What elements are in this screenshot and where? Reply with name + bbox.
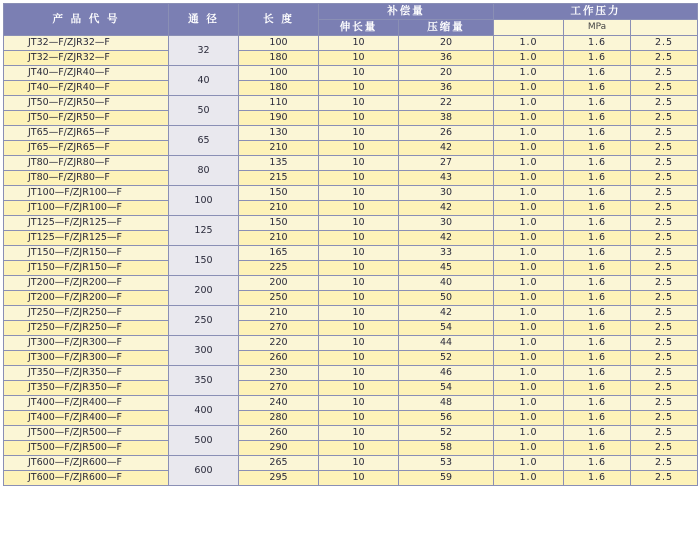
pressure-1-cell: 1.0 (494, 336, 564, 351)
pressure-1-cell: 1.0 (494, 291, 564, 306)
table-row (4, 96, 698, 111)
model-cell: JT100—F/ZJR100—F (4, 201, 169, 216)
diameter-cell: 350 (169, 366, 239, 396)
compression-cell: 58 (399, 441, 494, 456)
table-row (4, 186, 698, 201)
table-row (4, 306, 698, 321)
pressure-1-cell: 1.0 (494, 66, 564, 81)
extension-cell: 10 (319, 411, 399, 426)
pressure-1-cell: 1.0 (494, 126, 564, 141)
compression-cell: 38 (399, 111, 494, 126)
extension-cell: 10 (319, 291, 399, 306)
pressure-3-cell: 2.5 (631, 126, 698, 141)
pressure-2-cell: 1.6 (564, 126, 631, 141)
extension-cell: 10 (319, 81, 399, 96)
model-cell: JT500—F/ZJR500—F (4, 441, 169, 456)
length-cell: 100 (239, 36, 319, 51)
diameter-cell: 200 (169, 276, 239, 306)
compression-cell: 45 (399, 261, 494, 276)
length-cell: 110 (239, 96, 319, 111)
table-row (4, 351, 698, 366)
pressure-2-cell: 1.6 (564, 81, 631, 96)
extension-cell: 10 (319, 216, 399, 231)
diameter-cell: 150 (169, 246, 239, 276)
length-cell: 260 (239, 351, 319, 366)
compression-cell: 42 (399, 231, 494, 246)
pressure-1-cell: 1.0 (494, 216, 564, 231)
length-cell: 180 (239, 51, 319, 66)
pressure-1-cell: 1.0 (494, 276, 564, 291)
pressure-2-cell: 1.6 (564, 336, 631, 351)
compression-cell: 46 (399, 366, 494, 381)
model-cell: JT32—F/ZJR32—F (4, 36, 169, 51)
pressure-3-cell: 2.5 (631, 231, 698, 246)
pressure-2-cell: 1.6 (564, 381, 631, 396)
header-compression: 压缩量 (399, 20, 494, 36)
table-row (4, 471, 698, 486)
header-pressure-blank-right (631, 20, 698, 36)
table-row (4, 66, 698, 81)
model-cell: JT150—F/ZJR150—F (4, 261, 169, 276)
extension-cell: 10 (319, 96, 399, 111)
pressure-2-cell: 1.6 (564, 201, 631, 216)
pressure-1-cell: 1.0 (494, 36, 564, 51)
diameter-cell: 400 (169, 396, 239, 426)
table-row (4, 201, 698, 216)
length-cell: 290 (239, 441, 319, 456)
model-cell: JT65—F/ZJR65—F (4, 141, 169, 156)
length-cell: 280 (239, 411, 319, 426)
pressure-3-cell: 2.5 (631, 321, 698, 336)
model-cell: JT40—F/ZJR40—F (4, 66, 169, 81)
table-row (4, 426, 698, 441)
model-cell: JT40—F/ZJR40—F (4, 81, 169, 96)
compression-cell: 20 (399, 36, 494, 51)
table-row (4, 366, 698, 381)
pressure-3-cell: 2.5 (631, 456, 698, 471)
pressure-3-cell: 2.5 (631, 156, 698, 171)
length-cell: 250 (239, 291, 319, 306)
pressure-3-cell: 2.5 (631, 246, 698, 261)
length-cell: 270 (239, 381, 319, 396)
model-cell: JT300—F/ZJR300—F (4, 336, 169, 351)
compression-cell: 33 (399, 246, 494, 261)
compression-cell: 42 (399, 201, 494, 216)
compression-cell: 43 (399, 171, 494, 186)
pressure-3-cell: 2.5 (631, 66, 698, 81)
pressure-3-cell: 2.5 (631, 396, 698, 411)
model-cell: JT125—F/ZJR125—F (4, 231, 169, 246)
pressure-3-cell: 2.5 (631, 81, 698, 96)
length-cell: 180 (239, 81, 319, 96)
pressure-2-cell: 1.6 (564, 456, 631, 471)
length-cell: 225 (239, 261, 319, 276)
header-diameter: 通 径 (169, 4, 239, 36)
compression-cell: 54 (399, 381, 494, 396)
length-cell: 130 (239, 126, 319, 141)
pressure-1-cell: 1.0 (494, 231, 564, 246)
model-cell: JT250—F/ZJR250—F (4, 321, 169, 336)
length-cell: 135 (239, 156, 319, 171)
pressure-1-cell: 1.0 (494, 441, 564, 456)
extension-cell: 10 (319, 66, 399, 81)
pressure-3-cell: 2.5 (631, 351, 698, 366)
pressure-1-cell: 1.0 (494, 456, 564, 471)
model-cell: JT100—F/ZJR100—F (4, 186, 169, 201)
extension-cell: 10 (319, 126, 399, 141)
extension-cell: 10 (319, 231, 399, 246)
model-cell: JT80—F/ZJR80—F (4, 171, 169, 186)
table-row (4, 456, 698, 471)
table-row (4, 261, 698, 276)
pressure-1-cell: 1.0 (494, 306, 564, 321)
compression-cell: 52 (399, 351, 494, 366)
pressure-1-cell: 1.0 (494, 51, 564, 66)
pressure-2-cell: 1.6 (564, 276, 631, 291)
diameter-cell: 50 (169, 96, 239, 126)
pressure-3-cell: 2.5 (631, 171, 698, 186)
pressure-2-cell: 1.6 (564, 426, 631, 441)
pressure-2-cell: 1.6 (564, 66, 631, 81)
pressure-2-cell: 1.6 (564, 441, 631, 456)
header-extension: 伸长量 (319, 20, 399, 36)
pressure-1-cell: 1.0 (494, 186, 564, 201)
model-cell: JT250—F/ZJR250—F (4, 306, 169, 321)
length-cell: 240 (239, 396, 319, 411)
extension-cell: 10 (319, 276, 399, 291)
compression-cell: 48 (399, 396, 494, 411)
model-cell: JT600—F/ZJR600—F (4, 471, 169, 486)
extension-cell: 10 (319, 246, 399, 261)
table-row (4, 321, 698, 336)
compression-cell: 26 (399, 126, 494, 141)
compression-cell: 30 (399, 216, 494, 231)
pressure-2-cell: 1.6 (564, 171, 631, 186)
pressure-2-cell: 1.6 (564, 156, 631, 171)
extension-cell: 10 (319, 336, 399, 351)
table-row (4, 336, 698, 351)
model-cell: JT350—F/ZJR350—F (4, 366, 169, 381)
model-cell: JT500—F/ZJR500—F (4, 426, 169, 441)
compression-cell: 22 (399, 96, 494, 111)
compression-cell: 30 (399, 186, 494, 201)
model-cell: JT400—F/ZJR400—F (4, 411, 169, 426)
pressure-1-cell: 1.0 (494, 396, 564, 411)
pressure-3-cell: 2.5 (631, 306, 698, 321)
length-cell: 210 (239, 231, 319, 246)
model-cell: JT200—F/ZJR200—F (4, 276, 169, 291)
pressure-3-cell: 2.5 (631, 381, 698, 396)
model-cell: JT400—F/ZJR400—F (4, 396, 169, 411)
extension-cell: 10 (319, 441, 399, 456)
extension-cell: 10 (319, 111, 399, 126)
extension-cell: 10 (319, 186, 399, 201)
table-row (4, 441, 698, 456)
model-cell: JT50—F/ZJR50—F (4, 111, 169, 126)
pressure-2-cell: 1.6 (564, 51, 631, 66)
pressure-2-cell: 1.6 (564, 36, 631, 51)
extension-cell: 10 (319, 141, 399, 156)
pressure-1-cell: 1.0 (494, 111, 564, 126)
pressure-2-cell: 1.6 (564, 111, 631, 126)
pressure-1-cell: 1.0 (494, 381, 564, 396)
model-cell: JT80—F/ZJR80—F (4, 156, 169, 171)
table-row (4, 156, 698, 171)
diameter-cell: 125 (169, 216, 239, 246)
table-row (4, 411, 698, 426)
table-row (4, 81, 698, 96)
pressure-3-cell: 2.5 (631, 111, 698, 126)
length-cell: 220 (239, 336, 319, 351)
header-working-pressure: 工作压力 (494, 4, 698, 20)
extension-cell: 10 (319, 156, 399, 171)
pressure-2-cell: 1.6 (564, 216, 631, 231)
pressure-2-cell: 1.6 (564, 96, 631, 111)
pressure-1-cell: 1.0 (494, 261, 564, 276)
extension-cell: 10 (319, 201, 399, 216)
length-cell: 200 (239, 276, 319, 291)
model-cell: JT65—F/ZJR65—F (4, 126, 169, 141)
extension-cell: 10 (319, 381, 399, 396)
table-row (4, 51, 698, 66)
pressure-2-cell: 1.6 (564, 471, 631, 486)
compression-cell: 42 (399, 306, 494, 321)
compression-cell: 36 (399, 51, 494, 66)
table-row (4, 171, 698, 186)
compression-cell: 44 (399, 336, 494, 351)
pressure-1-cell: 1.0 (494, 366, 564, 381)
pressure-3-cell: 2.5 (631, 336, 698, 351)
extension-cell: 10 (319, 321, 399, 336)
length-cell: 265 (239, 456, 319, 471)
length-cell: 165 (239, 246, 319, 261)
pressure-1-cell: 1.0 (494, 351, 564, 366)
table-row (4, 291, 698, 306)
pressure-3-cell: 2.5 (631, 36, 698, 51)
header-compensation: 补偿量 (319, 4, 494, 20)
pressure-3-cell: 2.5 (631, 411, 698, 426)
diameter-cell: 80 (169, 156, 239, 186)
diameter-cell: 100 (169, 186, 239, 216)
length-cell: 150 (239, 216, 319, 231)
compression-cell: 20 (399, 66, 494, 81)
diameter-cell: 600 (169, 456, 239, 486)
length-cell: 210 (239, 201, 319, 216)
compression-cell: 56 (399, 411, 494, 426)
compression-cell: 42 (399, 141, 494, 156)
extension-cell: 10 (319, 366, 399, 381)
pressure-2-cell: 1.6 (564, 396, 631, 411)
table-row (4, 231, 698, 246)
extension-cell: 10 (319, 396, 399, 411)
length-cell: 260 (239, 426, 319, 441)
extension-cell: 10 (319, 51, 399, 66)
header-unit-mpa: MPa (564, 20, 631, 36)
extension-cell: 10 (319, 171, 399, 186)
extension-cell: 10 (319, 351, 399, 366)
table-row (4, 396, 698, 411)
pressure-3-cell: 2.5 (631, 291, 698, 306)
pressure-3-cell: 2.5 (631, 51, 698, 66)
pressure-3-cell: 2.5 (631, 276, 698, 291)
length-cell: 295 (239, 471, 319, 486)
model-cell: JT150—F/ZJR150—F (4, 246, 169, 261)
table-row (4, 216, 698, 231)
table-row (4, 126, 698, 141)
header-pressure-blank-left (494, 20, 564, 36)
pressure-3-cell: 2.5 (631, 366, 698, 381)
diameter-cell: 32 (169, 36, 239, 66)
table-row (4, 111, 698, 126)
pressure-3-cell: 2.5 (631, 141, 698, 156)
pressure-3-cell: 2.5 (631, 426, 698, 441)
pressure-3-cell: 2.5 (631, 96, 698, 111)
spec-table (3, 3, 698, 486)
diameter-cell: 300 (169, 336, 239, 366)
compression-cell: 59 (399, 471, 494, 486)
model-cell: JT32—F/ZJR32—F (4, 51, 169, 66)
extension-cell: 10 (319, 456, 399, 471)
pressure-2-cell: 1.6 (564, 261, 631, 276)
extension-cell: 10 (319, 306, 399, 321)
pressure-1-cell: 1.0 (494, 411, 564, 426)
pressure-1-cell: 1.0 (494, 171, 564, 186)
table-row (4, 276, 698, 291)
pressure-2-cell: 1.6 (564, 141, 631, 156)
pressure-2-cell: 1.6 (564, 186, 631, 201)
pressure-2-cell: 1.6 (564, 351, 631, 366)
pressure-1-cell: 1.0 (494, 141, 564, 156)
pressure-1-cell: 1.0 (494, 321, 564, 336)
table-row (4, 381, 698, 396)
pressure-1-cell: 1.0 (494, 156, 564, 171)
pressure-1-cell: 1.0 (494, 96, 564, 111)
compression-cell: 36 (399, 81, 494, 96)
pressure-2-cell: 1.6 (564, 366, 631, 381)
compression-cell: 40 (399, 276, 494, 291)
compression-cell: 53 (399, 456, 494, 471)
pressure-3-cell: 2.5 (631, 261, 698, 276)
pressure-1-cell: 1.0 (494, 246, 564, 261)
diameter-cell: 40 (169, 66, 239, 96)
extension-cell: 10 (319, 471, 399, 486)
pressure-3-cell: 2.5 (631, 201, 698, 216)
pressure-1-cell: 1.0 (494, 201, 564, 216)
diameter-cell: 500 (169, 426, 239, 456)
pressure-3-cell: 2.5 (631, 471, 698, 486)
model-cell: JT125—F/ZJR125—F (4, 216, 169, 231)
pressure-1-cell: 1.0 (494, 81, 564, 96)
extension-cell: 10 (319, 426, 399, 441)
pressure-2-cell: 1.6 (564, 246, 631, 261)
extension-cell: 10 (319, 36, 399, 51)
pressure-2-cell: 1.6 (564, 321, 631, 336)
pressure-3-cell: 2.5 (631, 441, 698, 456)
length-cell: 190 (239, 111, 319, 126)
header-product-code: 产 品 代 号 (4, 4, 169, 36)
header-length: 长 度 (239, 4, 319, 36)
length-cell: 270 (239, 321, 319, 336)
length-cell: 210 (239, 306, 319, 321)
pressure-2-cell: 1.6 (564, 231, 631, 246)
table-row (4, 246, 698, 261)
pressure-2-cell: 1.6 (564, 291, 631, 306)
pressure-3-cell: 2.5 (631, 216, 698, 231)
pressure-2-cell: 1.6 (564, 411, 631, 426)
model-cell: JT200—F/ZJR200—F (4, 291, 169, 306)
extension-cell: 10 (319, 261, 399, 276)
model-cell: JT350—F/ZJR350—F (4, 381, 169, 396)
model-cell: JT300—F/ZJR300—F (4, 351, 169, 366)
length-cell: 150 (239, 186, 319, 201)
length-cell: 215 (239, 171, 319, 186)
model-cell: JT600—F/ZJR600—F (4, 456, 169, 471)
compression-cell: 54 (399, 321, 494, 336)
diameter-cell: 65 (169, 126, 239, 156)
pressure-3-cell: 2.5 (631, 186, 698, 201)
length-cell: 210 (239, 141, 319, 156)
pressure-1-cell: 1.0 (494, 426, 564, 441)
pressure-1-cell: 1.0 (494, 471, 564, 486)
compression-cell: 50 (399, 291, 494, 306)
model-cell: JT50—F/ZJR50—F (4, 96, 169, 111)
table-row (4, 36, 698, 51)
length-cell: 100 (239, 66, 319, 81)
length-cell: 230 (239, 366, 319, 381)
table-body (4, 36, 698, 486)
diameter-cell: 250 (169, 306, 239, 336)
table-row (4, 141, 698, 156)
pressure-2-cell: 1.6 (564, 306, 631, 321)
compression-cell: 52 (399, 426, 494, 441)
compression-cell: 27 (399, 156, 494, 171)
